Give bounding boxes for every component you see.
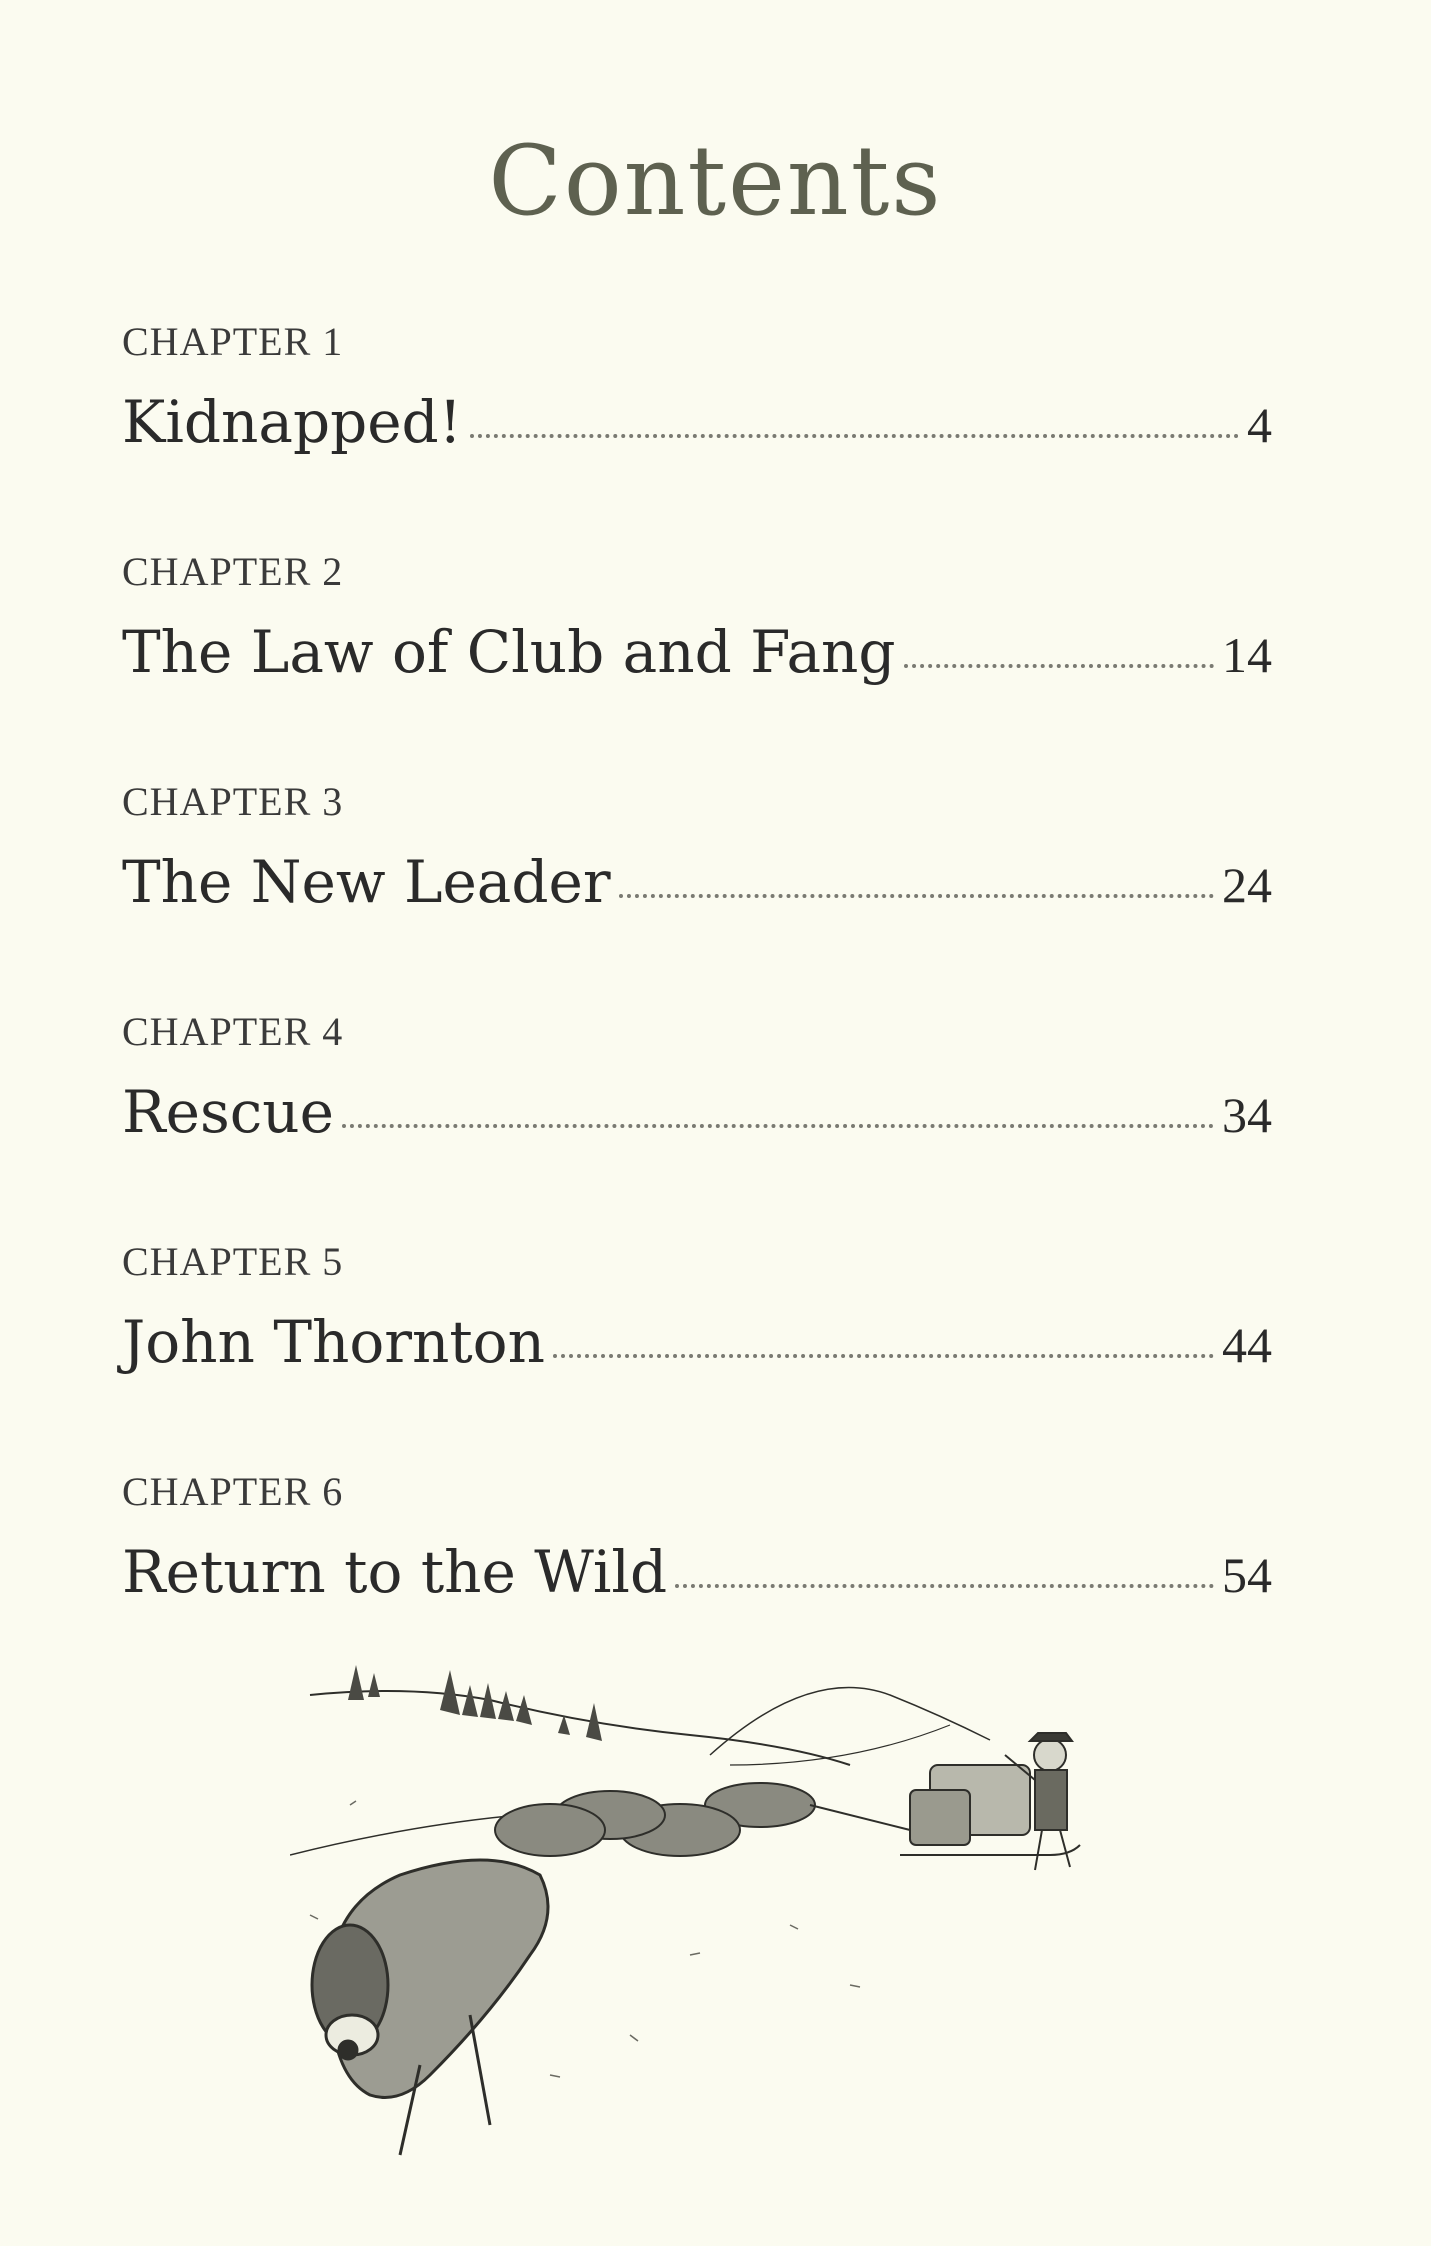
dot-leader — [904, 664, 1214, 668]
dot-leader — [675, 1584, 1214, 1588]
toc-row[interactable] — [122, 1292, 1272, 1392]
lead-dog-buck — [312, 1860, 548, 2155]
chapter-title: Kidnapped! — [122, 388, 462, 456]
toc-row[interactable] — [122, 1522, 1272, 1622]
chapter-label: CHAPTER 4 — [122, 1009, 344, 1054]
pine-trees — [348, 1665, 602, 1741]
table-of-contents — [122, 312, 1272, 1692]
page-number: 24 — [1222, 857, 1272, 913]
toc-row[interactable] — [122, 602, 1272, 702]
chapter-title: John Thornton — [122, 1308, 545, 1376]
toc-entry — [122, 542, 1272, 772]
chapter-title: The Law of Club and Fang — [122, 618, 896, 686]
hill-line — [310, 1691, 850, 1765]
toc-row[interactable] — [122, 832, 1272, 932]
toc-entry — [122, 1232, 1272, 1462]
page-number: 54 — [1222, 1547, 1272, 1603]
dog-team — [495, 1783, 815, 1856]
toc-entry — [122, 1002, 1272, 1232]
whip — [710, 1688, 990, 1756]
dot-leader — [342, 1124, 1214, 1128]
dot-leader — [553, 1354, 1214, 1358]
chapter-label: CHAPTER 2 — [122, 549, 344, 594]
page-number: 44 — [1222, 1317, 1272, 1373]
page-title: Contents — [488, 125, 943, 237]
chapter-title: Rescue — [122, 1078, 334, 1146]
chapter-label: CHAPTER 5 — [122, 1239, 344, 1284]
chapter-label: CHAPTER 1 — [122, 319, 344, 364]
sled-dog-team-illustration — [290, 1655, 1150, 2215]
toc-row[interactable] — [122, 372, 1272, 472]
ground-line — [290, 1815, 520, 1855]
dot-leader — [619, 894, 1214, 898]
chapter-title: The New Leader — [122, 848, 611, 916]
chapter-label: CHAPTER 3 — [122, 779, 344, 824]
page-number: 14 — [1222, 627, 1272, 683]
page-number: 34 — [1222, 1087, 1272, 1143]
toc-entry — [122, 772, 1272, 1002]
chapter-title: Return to the Wild — [122, 1538, 668, 1606]
chapter-label: CHAPTER 6 — [122, 1469, 344, 1514]
toc-entry — [122, 312, 1272, 542]
harness-line — [810, 1805, 910, 1830]
toc-row[interactable] — [122, 1062, 1272, 1162]
dot-leader — [470, 434, 1239, 438]
page-number: 4 — [1247, 397, 1272, 453]
